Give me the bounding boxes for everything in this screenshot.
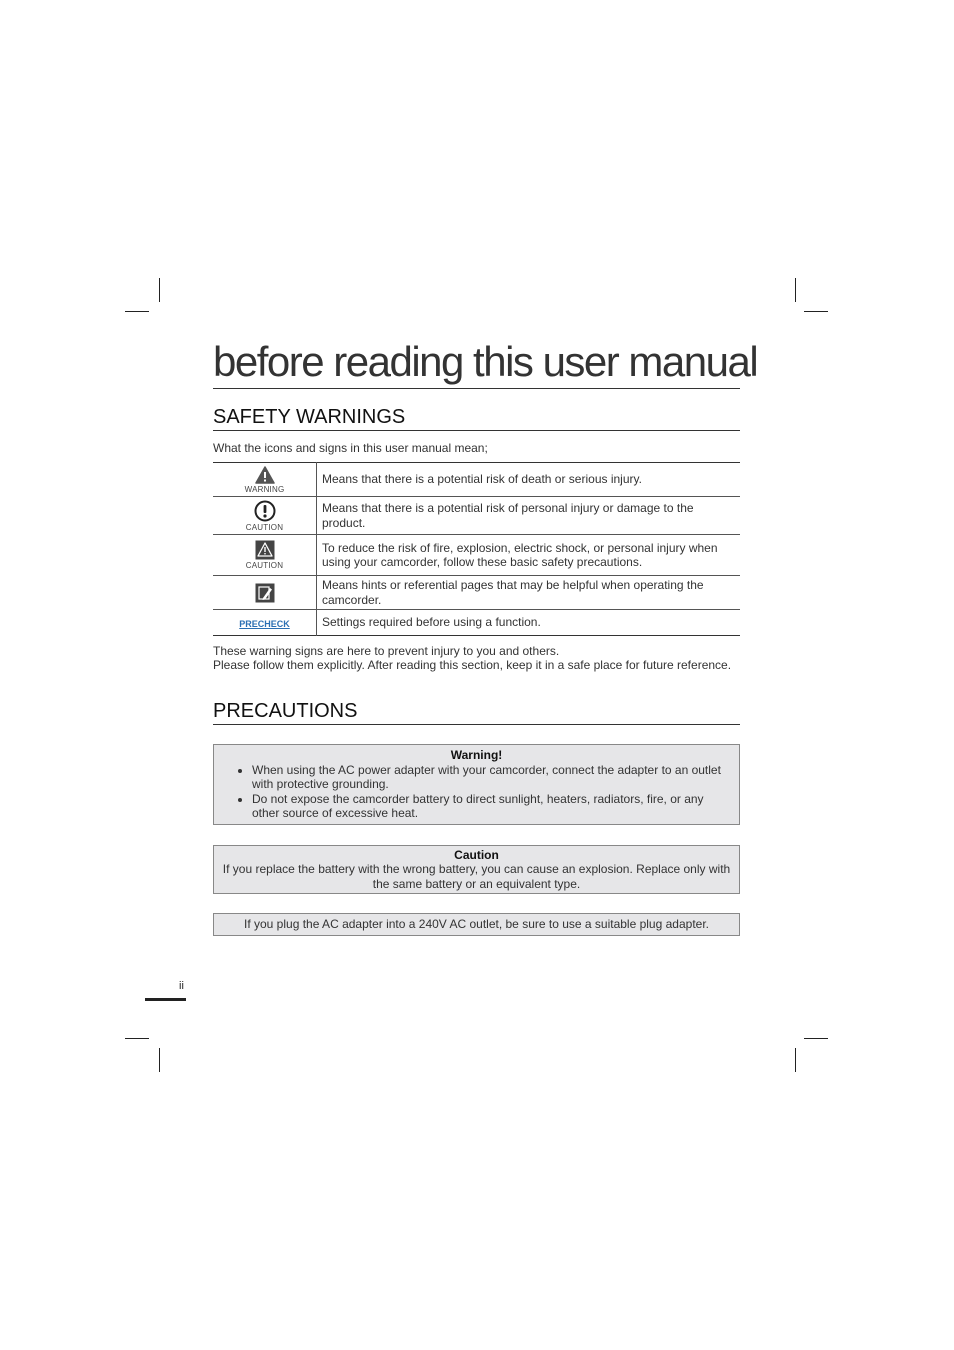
page-content <box>213 338 758 936</box>
table-row <box>213 576 740 610</box>
list-item: • Do not expose the camcorder battery to direct sunlight, heaters, radiators, fire, or any other source of excessive heat. <box>252 792 729 821</box>
caution-exclamation-circle-icon <box>254 500 276 522</box>
page-title: before reading this user manual <box>213 338 740 389</box>
warning-triangle-icon <box>255 466 275 484</box>
safety-note <box>213 644 740 672</box>
icon-cell <box>213 576 317 610</box>
icon-cell <box>213 535 317 576</box>
crop-mark <box>795 1048 796 1072</box>
caution-box-text: If you replace the battery with the wrong battery, you can cause an explosion. Replace only with the same battery or an equivalent type. <box>222 862 731 891</box>
safety-warnings-heading: SAFETY WARNINGS <box>213 405 740 431</box>
icon-label: CAUTION <box>245 522 284 532</box>
warning-box <box>213 744 740 825</box>
note-pencil-icon <box>255 583 275 603</box>
icon-cell <box>213 610 317 636</box>
icon-cell <box>213 463 317 497</box>
caution-triangle-box-icon <box>255 540 275 560</box>
table-row <box>213 463 740 497</box>
crop-mark <box>125 311 149 312</box>
crop-mark <box>795 278 796 302</box>
row-description: Means that there is a potential risk of death or serious injury. <box>322 472 642 487</box>
icon-legend-table <box>213 462 740 636</box>
row-description: Settings required before using a function. <box>317 610 741 636</box>
safety-intro: What the icons and signs in this user manual mean; <box>213 441 488 455</box>
row-description: To reduce the risk of fire, explosion, electric shock, or personal injury when using your camcorder, follow these basic safety precautions. <box>317 535 741 576</box>
caution-box <box>213 845 740 895</box>
plug-adapter-text: If you plug the AC adapter into a 240V AC outlet, be sure to use a suitable plug adapter. <box>244 917 709 931</box>
row-description: Means hints or referential pages that may be helpful when operating the camcorder. <box>317 576 741 610</box>
crop-mark <box>804 311 828 312</box>
table-row <box>213 610 740 636</box>
page-number-bar <box>145 998 186 1001</box>
crop-mark <box>159 278 160 302</box>
table-row <box>213 497 740 535</box>
caution-box-title: Caution <box>454 847 499 862</box>
safety-note-line2: Please follow them explicitly. After reading this section, keep it in a safe place for future reference. <box>213 658 732 672</box>
table-row <box>213 535 740 576</box>
crop-mark <box>159 1048 160 1072</box>
crop-mark <box>125 1038 149 1039</box>
precautions-heading: PRECAUTIONS <box>213 699 740 725</box>
warning-box-title: Warning! <box>450 748 503 762</box>
warning-list <box>214 763 739 821</box>
plug-adapter-box <box>213 913 740 936</box>
icon-label: WARNING <box>244 484 285 494</box>
row-description: Means that there is a potential risk of personal injury or damage to the product. <box>317 497 741 535</box>
safety-note-line1: These warning signs are here to prevent injury to you and others. <box>213 644 560 658</box>
icon-label: CAUTION <box>245 561 284 570</box>
list-item: • When using the AC power adapter with your camcorder, connect the adapter to an outlet with protective grounding. <box>252 763 729 792</box>
page-number: ii <box>179 980 184 992</box>
crop-mark <box>804 1038 828 1039</box>
icon-cell <box>213 497 317 535</box>
precheck-link[interactable]: PRECHECK <box>239 618 290 629</box>
